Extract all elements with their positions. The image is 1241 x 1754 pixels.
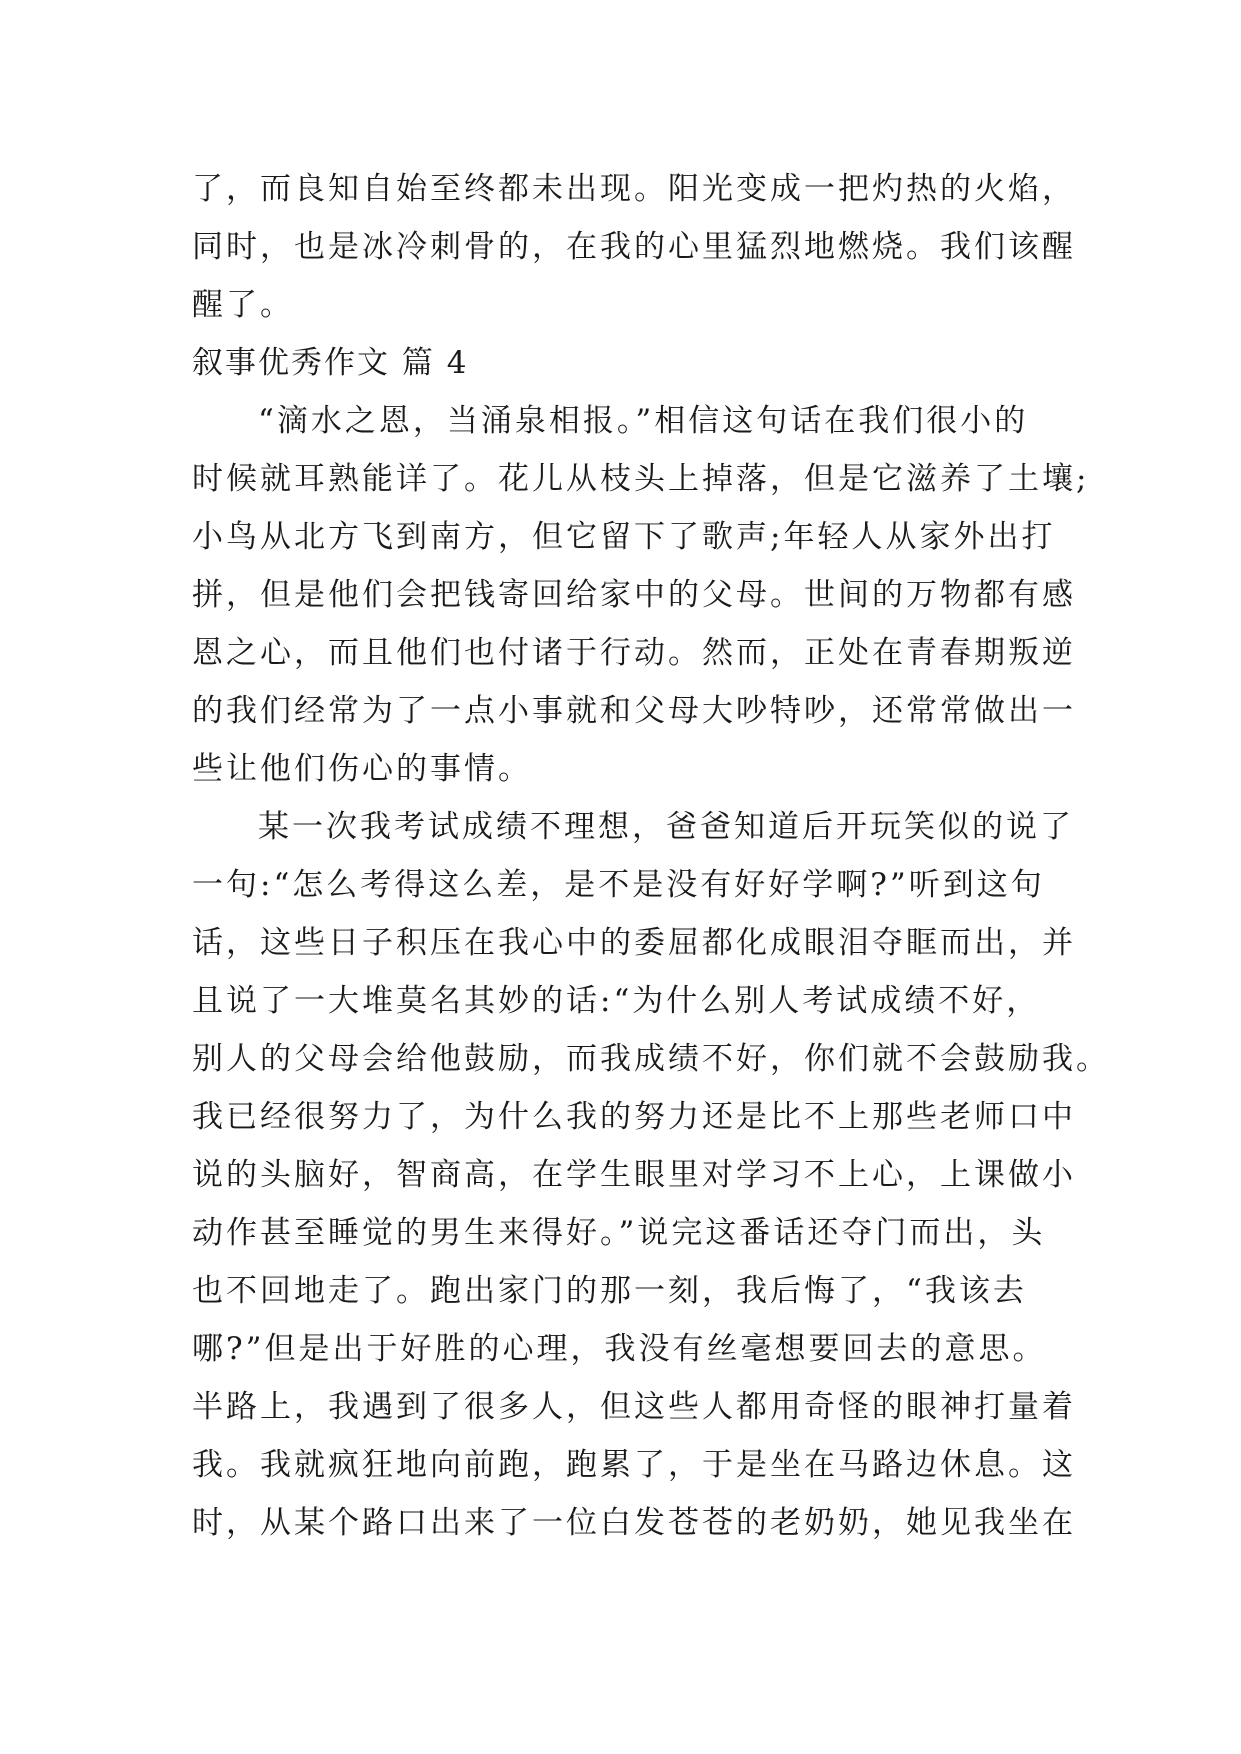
text-line: 且说了一大堆莫名其妙的话:“为什么别人考试成绩不好， <box>192 983 1041 1019</box>
text-line: 拼，但是他们会把钱寄回给家中的父母。世间的万物都有感 <box>192 577 1076 613</box>
text-line: 我已经很努力了，为什么我的努力还是比不上那些老师口中 <box>192 1099 1076 1135</box>
text-line: 了，而良知自始至终都未出现。阳光变成一把灼热的火焰， <box>192 171 1076 207</box>
text-line: 动作甚至睡觉的男生来得好。”说完这番话还夺门而出，头 <box>192 1215 1046 1251</box>
text-line: 说的头脑好，智商高，在学生眼里对学习不上心，上课做小 <box>192 1157 1076 1193</box>
text-line: 小鸟从北方飞到南方，但它留下了歌声;年轻人从家外出打 <box>192 519 1056 555</box>
text-line: 些让他们伤心的事情。 <box>192 751 532 787</box>
text-line: 也不回地走了。跑出家门的那一刻，我后悔了，“我该去 <box>192 1273 1027 1309</box>
text-line: 时候就耳熟能详了。花儿从枝头上掉落，但是它滋养了土壤; <box>192 461 1090 497</box>
section-heading: 叙事优秀作文 篇 4 <box>192 345 469 381</box>
text-line: 半路上，我遇到了很多人，但这些人都用奇怪的眼神打量着 <box>192 1389 1076 1425</box>
text-line: 别人的父母会给他鼓励，而我成绩不好，你们就不会鼓励我。 <box>192 1041 1110 1077</box>
text-line: 一句:“怎么考得这么差，是不是没有好好学啊?”听到这句 <box>192 867 1045 903</box>
text-line: 同时，也是冰冷刺骨的，在我的心里猛烈地燃烧。我们该醒 <box>192 229 1076 265</box>
document-body <box>192 160 1110 1552</box>
text-line: 哪?”但是出于好胜的心理，我没有丝毫想要回去的意思。 <box>192 1331 1047 1367</box>
text-line: 的我们经常为了一点小事就和父母大吵特吵，还常常做出一 <box>192 693 1076 729</box>
text-line: 话，这些日子积压在我心中的委屈都化成眼泪夺眶而出，并 <box>192 925 1076 961</box>
paragraph-first-line: “滴水之恩，当涌泉相报。”相信这句话在我们很小的 <box>258 403 1029 439</box>
text-line: 恩之心，而且他们也付诸于行动。然而，正处在青春期叛逆 <box>192 635 1076 671</box>
text-line: 时，从某个路口出来了一位白发苍苍的老奶奶，她见我坐在 <box>192 1505 1076 1541</box>
text-line: 醒了。 <box>192 287 294 323</box>
paragraph-first-line: 某一次我考试成绩不理想，爸爸知道后开玩笑似的说了 <box>258 809 1074 845</box>
text-line: 我。我就疯狂地向前跑，跑累了，于是坐在马路边休息。这 <box>192 1447 1076 1483</box>
